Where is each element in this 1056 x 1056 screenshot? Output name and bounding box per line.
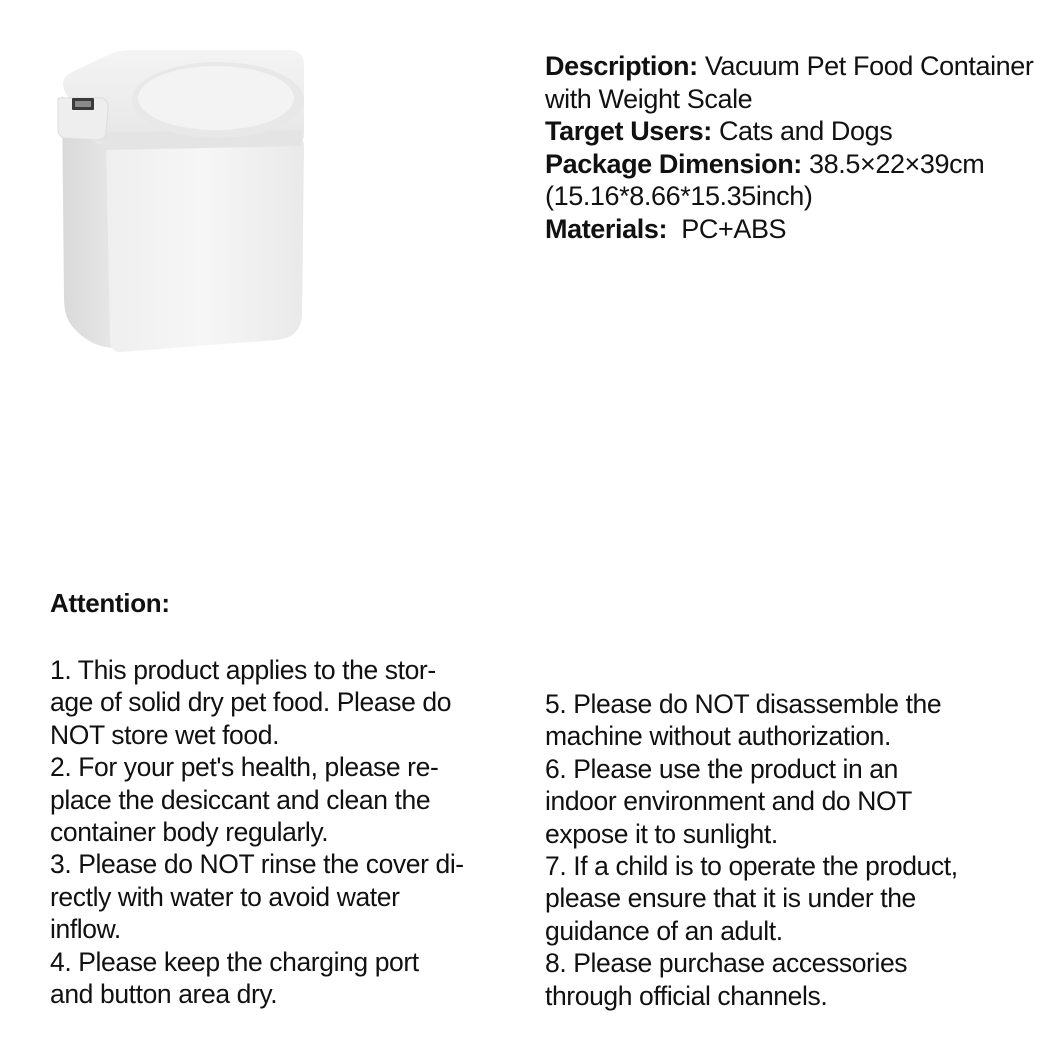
spec-label: Target Users: [545,116,712,146]
product-image [50,48,310,358]
attention-line: machine without authorization. [545,721,891,752]
spec-description [545,50,1045,115]
attention-list-left [50,654,520,1010]
attention-line: 7. If a child is to operate the product, [545,851,958,882]
spec-value: Cats and Dogs [711,116,893,146]
spec-value: PC+ABS [667,213,787,244]
attention-line: through official channels. [545,980,828,1011]
spec-materials [545,213,1045,246]
attention-line: age of solid dry pet food. Please do [50,687,452,718]
attention-line: please ensure that it is under the [545,883,916,914]
attention-line: 4. Please keep the charging port [50,946,419,977]
attention-line: 6. Please use the product in an [545,753,898,784]
spec-package-dimension [545,148,1045,213]
attention-line: container body regularly. [50,817,329,848]
attention-line: NOT store wet food. [50,719,280,750]
spec-value: Vacuum Pet Food Container with Weight Scale [545,51,1034,114]
attention-line: place the desiccant and clean the [50,784,431,815]
attention-line: rectly with water to avoid water [50,881,400,912]
attention-line: 2. For your pet's health, please re- [50,752,439,783]
product-specs [545,50,1045,245]
attention-line: expose it to sunlight. [545,818,778,849]
pet-food-container-icon [50,48,310,358]
attention-line: and button area dry. [50,979,278,1010]
attention-line: inflow. [50,914,121,945]
spec-target-users [545,115,1045,148]
attention-line: 8. Please purchase accessories [545,948,908,979]
spec-value: 38.5×22×39cm (15.16*8.66*15.35inch) [545,148,985,211]
attention-line: guidance of an adult. [545,915,783,946]
attention-line: 5. Please do NOT disassemble the [545,689,942,719]
attention-line: 3. Please do NOT rinse the cover di- [50,849,464,880]
spec-label: Description: [545,51,698,81]
spec-label: Package Dimension: [545,148,802,179]
attention-line: indoor environment and do NOT [545,786,912,817]
attention-heading: Attention: [50,588,170,618]
attention-line: 1. This product applies to the stor- [50,655,436,685]
spec-label: Materials: [545,213,668,244]
attention-list-right [545,688,1045,1012]
